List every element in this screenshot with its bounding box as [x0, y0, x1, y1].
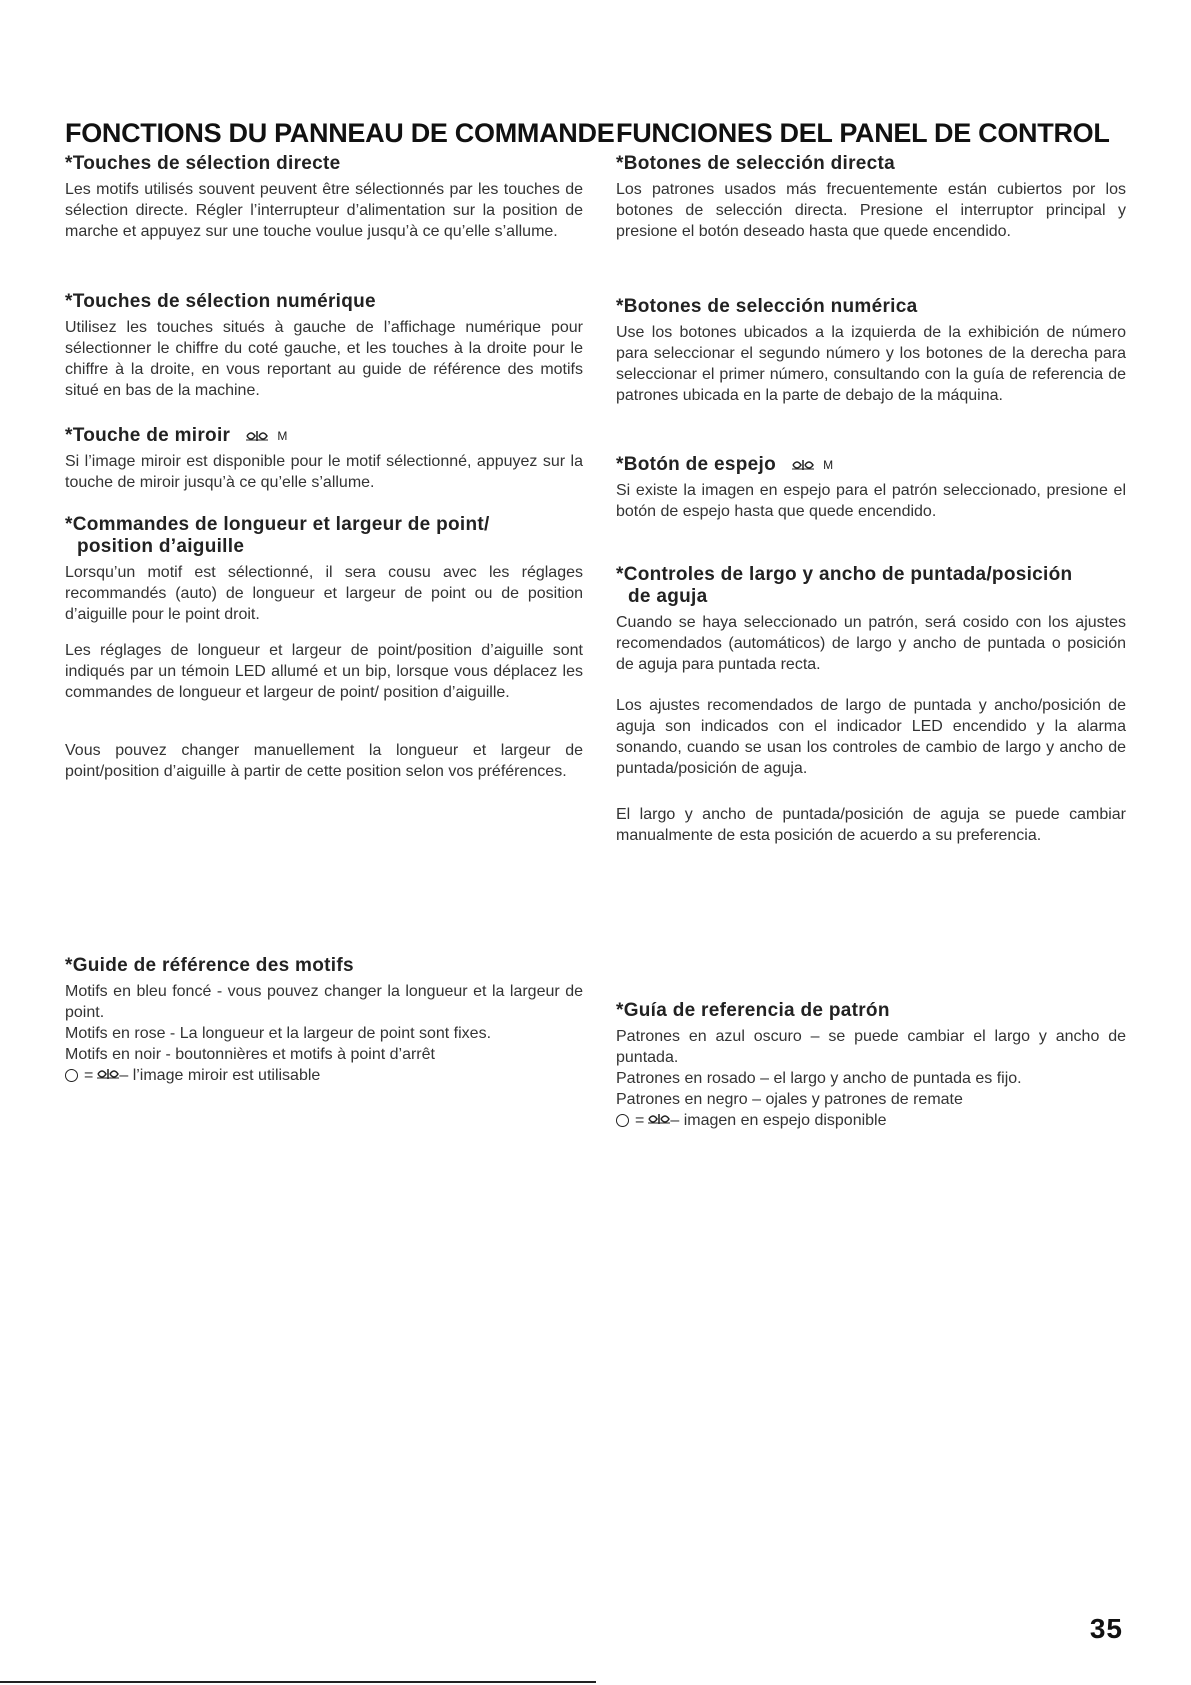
fr-controls-heading-line-2: position d’aiguille — [77, 536, 245, 557]
es-controls-para-2 — [616, 695, 1126, 779]
fr-controls-para-2 — [65, 640, 583, 703]
fr-guide-line-4 — [65, 1065, 583, 1086]
es-guide-line-4-text: – imagen en espejo disponible — [670, 1112, 887, 1129]
fr-numeric-text: Utilisez les touches situés à gauche de l’affichage numérique pour sélectionner le chiffre du coté gauche, et les touches à la droite pour le chiffre à la droite, en vous reportant au guide de référence des motifs situé en bas de la machine. — [65, 319, 583, 399]
fr-direct-heading: *Touches de sélection directe — [65, 153, 341, 174]
circle-marker-icon — [65, 1069, 78, 1082]
fr-guide-line-2: Motifs en rose - La longueur et la largeur de point sont fixes. — [65, 1025, 492, 1042]
es-controls-text-2: Los ajustes recomendados de largo de puntada y ancho/posición de aguja son indicados con el indicador LED encendido y la alarma sonando, cuando se usan los controles de cambio de largo y ancho de puntada/posición de aguja. — [616, 697, 1126, 777]
page-number: 35 — [1089, 1613, 1123, 1644]
fr-guide-line-3: Motifs en noir - boutonnières et motifs à point d’arrêt — [65, 1046, 435, 1063]
fr-numeric-section — [65, 291, 583, 401]
mirror-stitch-icon — [246, 430, 268, 442]
mirror-stitch-icon — [792, 459, 814, 471]
fr-mirror-section — [65, 425, 583, 493]
es-guide-line-1: Patrones en azul oscuro – se puede cambiar el largo y ancho de puntada. — [616, 1028, 1126, 1066]
bottom-rule — [0, 1681, 596, 1683]
es-controls-text-1: Cuando se haya seleccionado un patrón, será cosido con los ajustes recomendados (automáticos) de largo y ancho de puntada o posición de aguja para puntada recta. — [616, 614, 1126, 673]
fr-controls-text-2: Les réglages de longueur et largeur de point/position d’aiguille sont indiqués par un témoin LED allumé et un bip, lorsque vous déplacez les commandes de longueur et largeur de point/ position d’aiguille. — [65, 642, 583, 701]
fr-mirror-key: M — [277, 429, 288, 443]
mirror-stitch-icon — [97, 1065, 119, 1086]
fr-guide-heading: *Guide de référence des motifs — [65, 955, 354, 976]
circle-marker-icon — [616, 1114, 629, 1127]
fr-guide-line-4-text: – l’image miroir est utilisable — [119, 1067, 321, 1084]
es-controls-text-3: El largo y ancho de puntada/posición de aguja se puede cambiar manualmente de esta posición de acuerdo a su preferencia. — [616, 806, 1126, 844]
es-numeric-text: Use los botones ubicados a la izquierda de la exhibición de número para seleccionar el segundo número y los botones de la derecha para seleccionar el primer número, consultando con la guía de referencia de patrones ubicada en la parte de debajo de la máquina. — [616, 324, 1126, 404]
fr-guide-section — [65, 955, 583, 1086]
fr-direct-text: Les motifs utilisés souvent peuvent être sélectionnés par les touches de sélection directe. Régler l’interrupteur d’alimentation sur la position de marche et appuyez sur une touche voulue jusqu’à ce qu’elle s’allume. — [65, 181, 583, 240]
es-direct-section — [616, 153, 1126, 242]
es-mirror-section — [616, 454, 1126, 522]
es-controls-para-3 — [616, 804, 1126, 846]
es-controls-heading-line-2: de aguja — [628, 586, 708, 607]
es-guide-line-3: Patrones en negro – ojales y patrones de remate — [616, 1091, 963, 1108]
fr-mirror-heading: *Touche de miroir — [65, 425, 231, 447]
es-numeric-section — [616, 296, 1126, 406]
fr-controls-heading — [65, 514, 583, 558]
fr-page-title: FONCTIONS DU PANNEAU DE COMMANDE — [65, 118, 615, 148]
mirror-stitch-icon — [648, 1110, 670, 1131]
es-title-block — [616, 118, 1126, 149]
fr-guide-line-1: Motifs en bleu foncé - vous pouvez changer la longueur et la largeur de point. — [65, 983, 583, 1021]
fr-controls-section — [65, 514, 583, 625]
fr-title-block — [65, 118, 615, 149]
es-controls-heading-line-1: *Controles de largo y ancho de puntada/posición — [616, 564, 1073, 585]
es-mirror-heading-row — [616, 454, 1126, 476]
fr-guide-eq: = — [84, 1067, 94, 1084]
fr-numeric-heading: *Touches de sélection numérique — [65, 291, 376, 312]
es-mirror-key: M — [823, 458, 834, 472]
es-guide-eq: = — [635, 1112, 645, 1129]
fr-controls-para-3 — [65, 740, 583, 782]
fr-controls-text-3: Vous pouvez changer manuellement la longueur et largeur de point/position d’aiguille à partir de cette position selon vos préférences. — [65, 742, 583, 780]
es-direct-text: Los patrones usados más frecuentemente están cubiertos por los botones de selección directa. Presione el interruptor principal y presione el botón deseado hasta que quede encendido. — [616, 181, 1126, 240]
es-mirror-heading: *Botón de espejo — [616, 454, 776, 476]
es-controls-section — [616, 564, 1126, 675]
es-direct-heading: *Botones de selección directa — [616, 153, 896, 174]
fr-controls-heading-line-1: *Commandes de longueur et largeur de point/ — [65, 514, 490, 535]
es-guide-line-4 — [616, 1110, 1126, 1131]
es-mirror-text: Si existe la imagen en espejo para el patrón seleccionado, presione el botón de espejo hasta que quede encendido. — [616, 482, 1126, 521]
es-guide-line-2: Patrones en rosado – el largo y ancho de puntada es fijo. — [616, 1070, 1022, 1087]
fr-mirror-heading-row — [65, 425, 583, 447]
es-controls-heading — [616, 564, 1126, 608]
fr-controls-text-1: Lorsqu’un motif est sélectionné, il sera cousu avec les réglages recommandés (auto) de longueur et largeur de point ou de position d’aiguille pour le point droit. — [65, 564, 583, 623]
es-page-title: FUNCIONES DEL PANEL DE CONTROL — [616, 118, 1110, 148]
es-guide-heading: *Guía de referencia de patrón — [616, 1000, 890, 1021]
fr-direct-section — [65, 153, 583, 242]
fr-mirror-text: Si l’image miroir est disponible pour le motif sélectionné, appuyez sur la touche de miroir jusqu’à ce qu’elle s’allume. — [65, 453, 583, 492]
es-guide-section — [616, 1000, 1126, 1131]
es-numeric-heading: *Botones de selección numérica — [616, 296, 918, 317]
